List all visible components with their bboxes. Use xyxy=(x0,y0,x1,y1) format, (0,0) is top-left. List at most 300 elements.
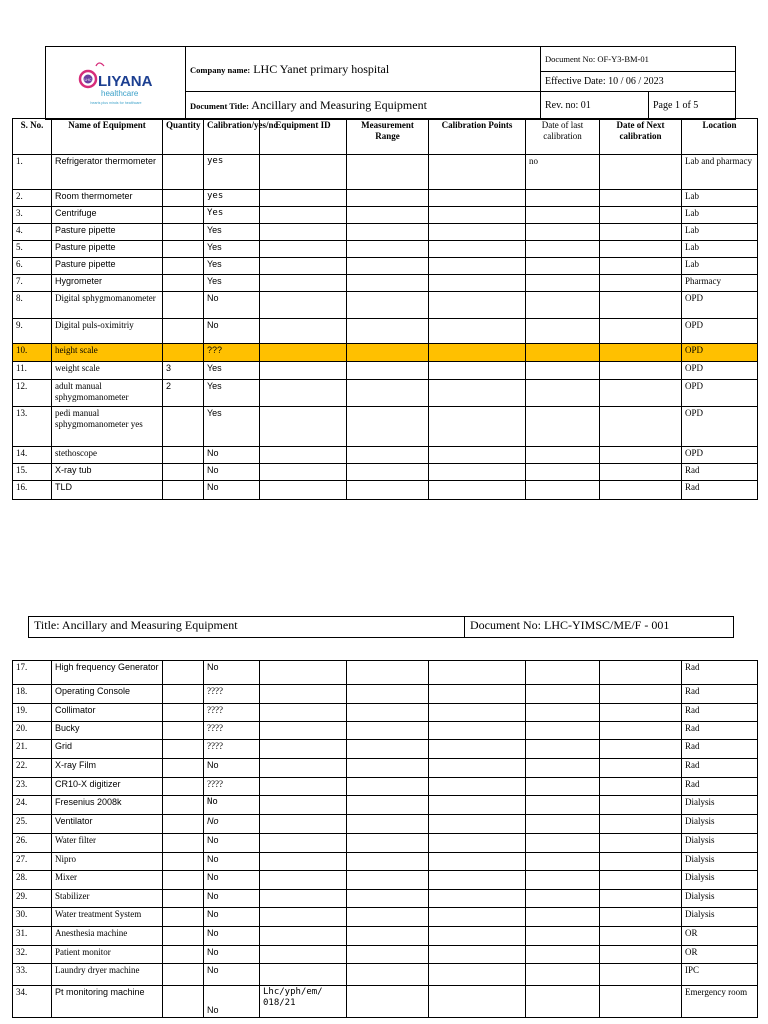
next-calibration-cell xyxy=(600,815,682,834)
table-row xyxy=(13,464,758,481)
last-calibration-cell xyxy=(526,722,600,740)
sno-cell: 24. xyxy=(13,796,52,815)
sno-cell: 28. xyxy=(13,871,52,890)
points-cell xyxy=(429,871,526,890)
table-row xyxy=(13,815,758,834)
last-calibration-cell xyxy=(526,344,600,362)
sno-cell: 11. xyxy=(13,362,52,380)
equip-id-cell xyxy=(260,815,347,834)
equip-id-cell xyxy=(260,319,347,344)
sno-cell: 27. xyxy=(13,853,52,871)
points-cell xyxy=(429,464,526,481)
qty-cell xyxy=(163,759,204,778)
sno-cell: 9. xyxy=(13,319,52,344)
range-cell xyxy=(347,685,429,704)
calib-cell: Yes xyxy=(204,362,260,380)
company-name: LHC Yanet primary hospital xyxy=(253,61,390,76)
calib-cell: No xyxy=(204,908,260,927)
next-calibration-cell xyxy=(600,207,682,224)
table-row xyxy=(13,190,758,207)
location-cell: Rad xyxy=(682,722,758,740)
equip-id-cell: Lhc/yph/em/ 018/21 xyxy=(260,986,347,1018)
col-equip-id: Equipment ID xyxy=(260,119,347,155)
name-cell: Pasture pipette xyxy=(52,258,163,275)
location-cell: Rad xyxy=(682,759,758,778)
col-last: Date of last calibration xyxy=(526,119,600,155)
table-row xyxy=(13,481,758,500)
table-row xyxy=(13,319,758,344)
equip-id-cell xyxy=(260,964,347,986)
table-row xyxy=(13,890,758,908)
sno-cell: 10. xyxy=(13,344,52,362)
page2-doc-no: Document No: LHC-YIMSC/ME/F - 001 xyxy=(470,618,670,632)
name-cell: Water filter xyxy=(52,834,163,853)
table-row xyxy=(13,275,758,292)
sno-cell: 34. xyxy=(13,986,52,1018)
qty-cell xyxy=(163,722,204,740)
equip-id-cell xyxy=(260,464,347,481)
range-cell xyxy=(347,986,429,1018)
calib-cell: No xyxy=(204,759,260,778)
range-cell xyxy=(347,908,429,927)
qty-cell xyxy=(163,661,204,685)
qty-cell xyxy=(163,241,204,258)
document-header xyxy=(45,46,736,120)
name-cell: Patient monitor xyxy=(52,946,163,964)
name-cell: Ventilator xyxy=(52,815,163,834)
next-calibration-cell xyxy=(600,190,682,207)
location-cell: Lab and pharmacy xyxy=(682,155,758,190)
qty-cell xyxy=(163,927,204,946)
location-cell: OPD xyxy=(682,344,758,362)
calib-cell: ???? xyxy=(204,722,260,740)
sno-cell: 23. xyxy=(13,778,52,796)
location-cell: Dialysis xyxy=(682,796,758,815)
equip-id-cell xyxy=(260,661,347,685)
name-cell: Pt monitoring machine xyxy=(52,986,163,1018)
calib-cell: No xyxy=(204,464,260,481)
qty-cell xyxy=(163,407,204,447)
qty-cell xyxy=(163,292,204,319)
table-row xyxy=(13,796,758,815)
sno-cell: 13. xyxy=(13,407,52,447)
range-cell xyxy=(347,407,429,447)
sno-cell: 29. xyxy=(13,890,52,908)
name-cell: height scale xyxy=(52,344,163,362)
equip-id-cell xyxy=(260,871,347,890)
qty-cell xyxy=(163,815,204,834)
table-row xyxy=(13,258,758,275)
sno-cell: 19. xyxy=(13,704,52,722)
last-calibration-cell xyxy=(526,292,600,319)
next-calibration-cell xyxy=(600,722,682,740)
range-cell xyxy=(347,481,429,500)
equip-id-cell xyxy=(260,344,347,362)
qty-cell: 3 xyxy=(163,362,204,380)
last-calibration-cell xyxy=(526,890,600,908)
calib-cell: No xyxy=(204,890,260,908)
col-location: Location xyxy=(682,119,758,155)
location-cell: Dialysis xyxy=(682,815,758,834)
last-calibration-cell xyxy=(526,834,600,853)
next-calibration-cell xyxy=(600,759,682,778)
points-cell xyxy=(429,759,526,778)
calib-cell: ???? xyxy=(204,685,260,704)
name-cell: pedi manual sphygmomanometer yes xyxy=(52,407,163,447)
location-cell: OPD xyxy=(682,447,758,464)
table-header-row xyxy=(13,119,758,155)
qty-cell: 2 xyxy=(163,380,204,407)
effective-date: Effective Date: 10 / 06 / 2023 xyxy=(541,72,736,92)
calib-cell: No xyxy=(204,447,260,464)
last-calibration-cell xyxy=(526,275,600,292)
qty-cell xyxy=(163,258,204,275)
calib-cell: ???? xyxy=(204,778,260,796)
sno-cell: 21. xyxy=(13,740,52,759)
points-cell xyxy=(429,685,526,704)
next-calibration-cell xyxy=(600,908,682,927)
next-calibration-cell xyxy=(600,275,682,292)
name-cell: adult manual sphygmomanometer xyxy=(52,380,163,407)
equip-id-cell xyxy=(260,407,347,447)
logo-tagline: hearts plus minds for healthcare xyxy=(89,100,142,105)
range-cell xyxy=(347,704,429,722)
sno-cell: 2. xyxy=(13,190,52,207)
calib-cell: No xyxy=(204,871,260,890)
range-cell xyxy=(347,964,429,986)
name-cell: Refrigerator thermometer xyxy=(52,155,163,190)
last-calibration-cell xyxy=(526,927,600,946)
table-row xyxy=(13,685,758,704)
equip-id-cell xyxy=(260,927,347,946)
points-cell xyxy=(429,380,526,407)
range-cell xyxy=(347,292,429,319)
qty-cell xyxy=(163,890,204,908)
sno-cell: 22. xyxy=(13,759,52,778)
points-cell xyxy=(429,319,526,344)
next-calibration-cell xyxy=(600,155,682,190)
table-row xyxy=(13,344,758,362)
name-cell: Grid xyxy=(52,740,163,759)
points-cell xyxy=(429,834,526,853)
range-cell xyxy=(347,853,429,871)
name-cell: Digital puls-oximitriy xyxy=(52,319,163,344)
equip-id-cell xyxy=(260,207,347,224)
name-cell: weight scale xyxy=(52,362,163,380)
equip-id-cell xyxy=(260,258,347,275)
table-row xyxy=(13,853,758,871)
next-calibration-cell xyxy=(600,407,682,447)
calib-cell: ???? xyxy=(204,704,260,722)
table-row xyxy=(13,834,758,853)
calib-cell: Yes xyxy=(204,275,260,292)
points-cell xyxy=(429,946,526,964)
next-calibration-cell xyxy=(600,292,682,319)
last-calibration-cell xyxy=(526,362,600,380)
name-cell: Pasture pipette xyxy=(52,241,163,258)
range-cell xyxy=(347,871,429,890)
page2-title-box xyxy=(28,616,734,638)
points-cell xyxy=(429,292,526,319)
sno-cell: 14. xyxy=(13,447,52,464)
last-calibration-cell xyxy=(526,946,600,964)
calib-cell: Yes xyxy=(204,380,260,407)
location-cell: Rad xyxy=(682,661,758,685)
calib-cell: No xyxy=(204,834,260,853)
next-calibration-cell xyxy=(600,661,682,685)
points-cell xyxy=(429,908,526,927)
qty-cell xyxy=(163,796,204,815)
points-cell xyxy=(429,241,526,258)
company-logo xyxy=(46,47,186,120)
last-calibration-cell xyxy=(526,964,600,986)
range-cell xyxy=(347,740,429,759)
next-calibration-cell xyxy=(600,362,682,380)
location-cell: Dialysis xyxy=(682,834,758,853)
location-cell: OR xyxy=(682,946,758,964)
last-calibration-cell xyxy=(526,908,600,927)
range-cell xyxy=(347,661,429,685)
points-cell xyxy=(429,224,526,241)
sno-cell: 7. xyxy=(13,275,52,292)
range-cell xyxy=(347,362,429,380)
location-cell: Rad xyxy=(682,685,758,704)
equip-id-cell xyxy=(260,481,347,500)
sno-cell: 32. xyxy=(13,946,52,964)
equip-id-cell xyxy=(260,908,347,927)
col-next: Date of Next calibration xyxy=(600,119,682,155)
qty-cell xyxy=(163,704,204,722)
sno-cell: 16. xyxy=(13,481,52,500)
last-calibration-cell xyxy=(526,685,600,704)
calib-cell: ??? xyxy=(204,344,260,362)
last-calibration-cell xyxy=(526,190,600,207)
points-cell xyxy=(429,155,526,190)
calib-cell: No xyxy=(204,927,260,946)
last-calibration-cell xyxy=(526,778,600,796)
qty-cell xyxy=(163,871,204,890)
rev-no: Rev. no: 01 xyxy=(541,92,649,120)
range-cell xyxy=(347,380,429,407)
location-cell: OPD xyxy=(682,319,758,344)
last-calibration-cell xyxy=(526,464,600,481)
location-cell: Lab xyxy=(682,190,758,207)
logo-lhc: LHC xyxy=(83,77,92,82)
qty-cell xyxy=(163,224,204,241)
logo-sub: healthcare xyxy=(100,88,138,98)
calib-cell: ???? xyxy=(204,740,260,759)
equip-id-cell xyxy=(260,834,347,853)
equip-id-cell xyxy=(260,292,347,319)
last-calibration-cell xyxy=(526,759,600,778)
points-cell xyxy=(429,853,526,871)
equip-id-cell xyxy=(260,853,347,871)
points-cell xyxy=(429,722,526,740)
location-cell: Lab xyxy=(682,241,758,258)
equip-id-cell xyxy=(260,241,347,258)
name-cell: Laundry dryer machine xyxy=(52,964,163,986)
qty-cell xyxy=(163,946,204,964)
range-cell xyxy=(347,319,429,344)
points-cell xyxy=(429,207,526,224)
points-cell xyxy=(429,447,526,464)
location-cell: Rad xyxy=(682,740,758,759)
doc-title-label: Document Title: xyxy=(190,101,249,111)
qty-cell xyxy=(163,464,204,481)
equip-id-cell xyxy=(260,759,347,778)
table-row xyxy=(13,224,758,241)
qty-cell xyxy=(163,481,204,500)
name-cell: Room thermometer xyxy=(52,190,163,207)
range-cell xyxy=(347,722,429,740)
next-calibration-cell xyxy=(600,796,682,815)
next-calibration-cell xyxy=(600,319,682,344)
name-cell: X-ray tub xyxy=(52,464,163,481)
calib-cell: No xyxy=(204,946,260,964)
last-calibration-cell xyxy=(526,986,600,1018)
equip-id-cell xyxy=(260,380,347,407)
next-calibration-cell xyxy=(600,946,682,964)
name-cell: Hygrometer xyxy=(52,275,163,292)
name-cell: Collimator xyxy=(52,704,163,722)
equip-id-cell xyxy=(260,796,347,815)
sno-cell: 26. xyxy=(13,834,52,853)
qty-cell xyxy=(163,986,204,1018)
qty-cell xyxy=(163,207,204,224)
location-cell: OPD xyxy=(682,407,758,447)
doc-no: Document No: OF-Y3-BM-01 xyxy=(541,47,736,72)
next-calibration-cell xyxy=(600,871,682,890)
points-cell xyxy=(429,407,526,447)
next-calibration-cell xyxy=(600,927,682,946)
name-cell: Centrifuge xyxy=(52,207,163,224)
range-cell xyxy=(347,207,429,224)
location-cell: OPD xyxy=(682,362,758,380)
qty-cell xyxy=(163,275,204,292)
points-cell xyxy=(429,362,526,380)
equip-id-cell xyxy=(260,722,347,740)
table-row xyxy=(13,207,758,224)
page2-title: Title: Ancillary and Measuring Equipment xyxy=(29,617,465,637)
next-calibration-cell xyxy=(600,224,682,241)
qty-cell xyxy=(163,908,204,927)
qty-cell xyxy=(163,447,204,464)
table-row xyxy=(13,704,758,722)
range-cell xyxy=(347,890,429,908)
points-cell xyxy=(429,258,526,275)
last-calibration-cell xyxy=(526,704,600,722)
points-cell xyxy=(429,661,526,685)
equip-id-cell xyxy=(260,890,347,908)
table-row xyxy=(13,871,758,890)
next-calibration-cell xyxy=(600,890,682,908)
next-calibration-cell xyxy=(600,853,682,871)
sno-cell: 31. xyxy=(13,927,52,946)
table-row xyxy=(13,778,758,796)
location-cell: OPD xyxy=(682,292,758,319)
points-cell xyxy=(429,740,526,759)
points-cell xyxy=(429,275,526,292)
table-row xyxy=(13,661,758,685)
next-calibration-cell xyxy=(600,481,682,500)
next-calibration-cell xyxy=(600,704,682,722)
last-calibration-cell xyxy=(526,207,600,224)
location-cell: OR xyxy=(682,927,758,946)
next-calibration-cell xyxy=(600,685,682,704)
qty-cell xyxy=(163,740,204,759)
last-calibration-cell xyxy=(526,224,600,241)
points-cell xyxy=(429,927,526,946)
last-calibration-cell: no xyxy=(526,155,600,190)
last-calibration-cell xyxy=(526,319,600,344)
name-cell: High frequency Generator xyxy=(52,661,163,685)
sno-cell: 6. xyxy=(13,258,52,275)
col-name: Name of Equipment xyxy=(52,119,163,155)
next-calibration-cell xyxy=(600,464,682,481)
range-cell xyxy=(347,815,429,834)
sno-cell: 25. xyxy=(13,815,52,834)
col-calib: Calibration/yes/no xyxy=(204,119,260,155)
calib-cell: No xyxy=(204,481,260,500)
calib-cell: yes xyxy=(204,155,260,190)
points-cell xyxy=(429,344,526,362)
points-cell xyxy=(429,964,526,986)
equip-id-cell xyxy=(260,362,347,380)
location-cell: IPC xyxy=(682,964,758,986)
last-calibration-cell xyxy=(526,661,600,685)
points-cell xyxy=(429,815,526,834)
name-cell: CR10-X digitizer xyxy=(52,778,163,796)
table-row xyxy=(13,927,758,946)
last-calibration-cell xyxy=(526,481,600,500)
sno-cell: 8. xyxy=(13,292,52,319)
table-row xyxy=(13,722,758,740)
range-cell xyxy=(347,155,429,190)
range-cell xyxy=(347,946,429,964)
points-cell xyxy=(429,986,526,1018)
points-cell xyxy=(429,778,526,796)
sno-cell: 33. xyxy=(13,964,52,986)
name-cell: Water treatment System xyxy=(52,908,163,927)
equip-id-cell xyxy=(260,946,347,964)
sno-cell: 18. xyxy=(13,685,52,704)
sno-cell: 3. xyxy=(13,207,52,224)
next-calibration-cell xyxy=(600,258,682,275)
sno-cell: 4. xyxy=(13,224,52,241)
equip-id-cell xyxy=(260,190,347,207)
table-row xyxy=(13,946,758,964)
points-cell xyxy=(429,704,526,722)
next-calibration-cell xyxy=(600,986,682,1018)
calib-cell: No xyxy=(204,986,260,1018)
name-cell: Operating Console xyxy=(52,685,163,704)
sno-cell: 1. xyxy=(13,155,52,190)
table-row xyxy=(13,362,758,380)
last-calibration-cell xyxy=(526,796,600,815)
location-cell: Dialysis xyxy=(682,871,758,890)
location-cell: Dialysis xyxy=(682,890,758,908)
calib-cell: Yes xyxy=(204,224,260,241)
calib-cell: Yes xyxy=(204,241,260,258)
table-row xyxy=(13,908,758,927)
calib-cell: No xyxy=(204,853,260,871)
qty-cell xyxy=(163,834,204,853)
last-calibration-cell xyxy=(526,407,600,447)
range-cell xyxy=(347,759,429,778)
table-row xyxy=(13,986,758,1018)
location-cell: Dialysis xyxy=(682,853,758,871)
col-points: Calibration Points xyxy=(429,119,526,155)
